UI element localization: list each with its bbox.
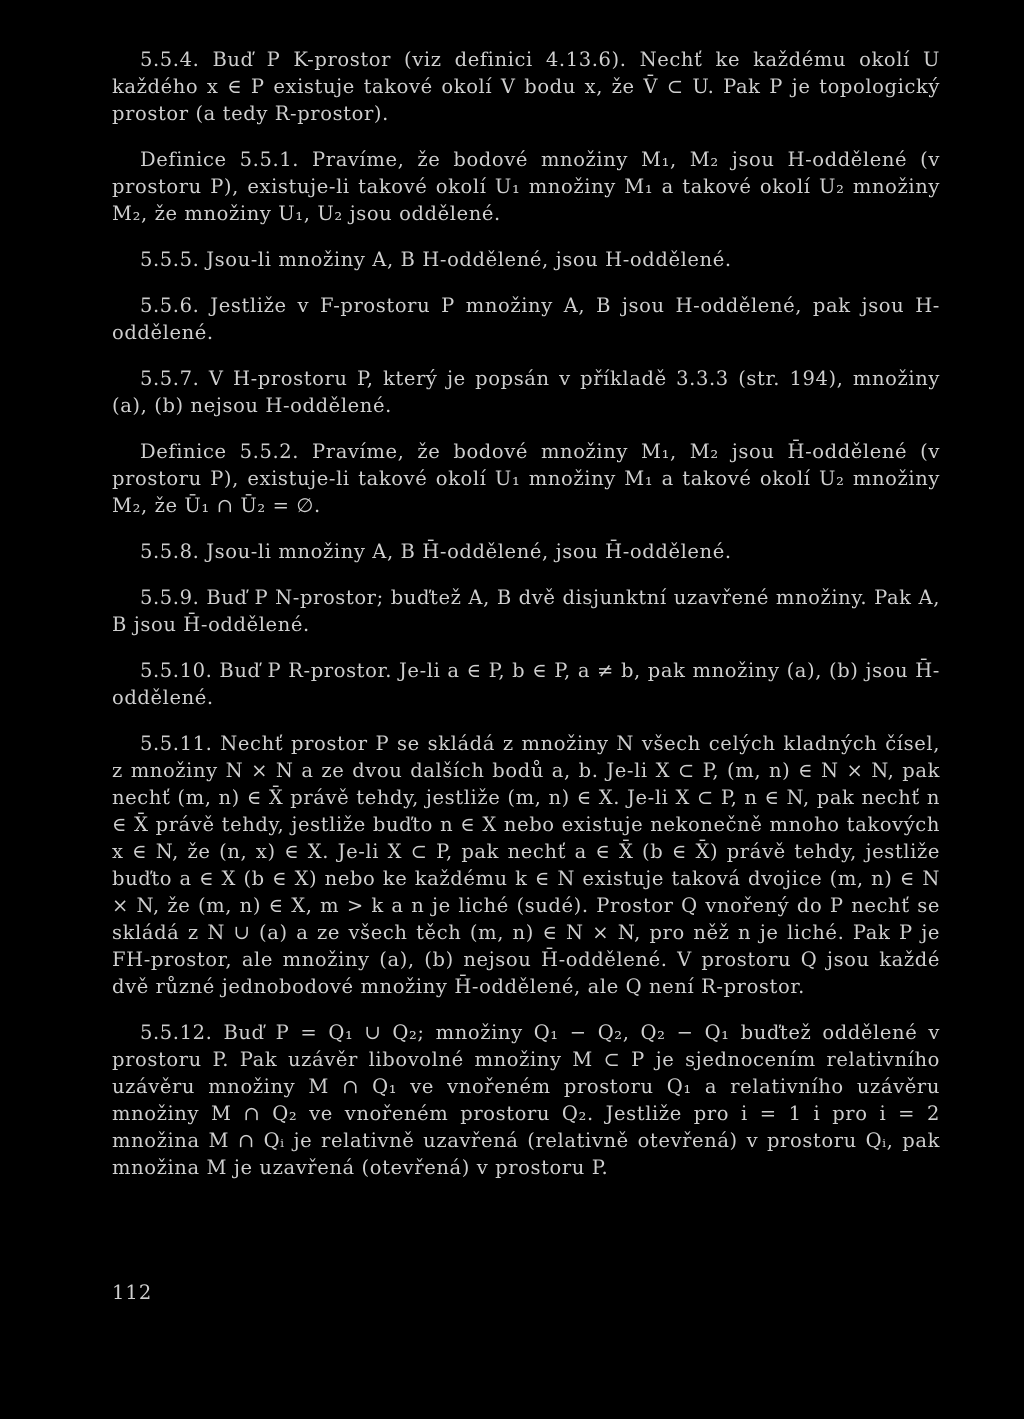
definition-5-5-2: Definice 5.5.2. Pravíme, že bodové množiny M₁, M₂ jsou H̄-oddělené (v prostoru P), existuje-li takové okolí U₁ množiny M₁ a takové okolí U₂ množiny M₂, že Ū₁ ∩ Ū₂ = ∅.	[112, 440, 940, 517]
paragraph-5-5-7: 5.5.7. V H-prostoru P, který je popsán v příkladě 3.3.3 (str. 194), množiny (a), (b) nejsou H-oddělené.	[112, 367, 940, 417]
paragraph-5-5-10: 5.5.10. Buď P R-prostor. Je-li a ∈ P, b ∈ P, a ≠ b, pak množiny (a), (b) jsou H̄-oddělené.	[112, 659, 940, 709]
paragraph-5-5-6: 5.5.6. Jestliže v F-prostoru P množiny A, B jsou H-oddělené, pak jsou H-oddělené.	[112, 294, 940, 344]
paragraph-5-5-12: 5.5.12. Buď P = Q₁ ∪ Q₂; množiny Q₁ − Q₂, Q₂ − Q₁ buďtež oddělené v prostoru P. Pak uzávěr libovolné množiny M ⊂ P je sjednocením relativního uzávěru množiny M ∩ Q₁ ve vnořeném prostoru Q₁ a relativního uzávěru množiny M ∩ Q₂ ve vnořeném prostoru Q₂. Jestliže pro i = 1 i pro i = 2 množina M ∩ Qᵢ je relativně uzavřená (relativně otevřená) v prostoru Qᵢ, pak množina M je uzavřená (otevřená) v prostoru P.	[112, 1021, 940, 1179]
page-body	[112, 46, 940, 1200]
paragraph-5-5-11: 5.5.11. Nechť prostor P se skládá z množiny N všech celých kladných čísel, z množiny N × N a ze dvou dalších bodů a, b. Je-li X ⊂ P, (m, n) ∈ N × N, pak nechť (m, n) ∈ X̄ právě tehdy, jestliže (m, n) ∈ X. Je-li X ⊂ P, n ∈ N, pak nechť n ∈ X̄ právě tehdy, jestliže buďto n ∈ X nebo existuje nekonečně mnoho takových x ∈ N, že (n, x) ∈ X. Je-li X ⊂ P, pak nechť a ∈ X̄ (b ∈ X̄) právě tehdy, jestliže buďto a ∈ X (b ∈ X) nebo ke každému k ∈ N existuje taková dvojice (m, n) ∈ N × N, že (m, n) ∈ X, m > k a n je liché (sudé). Prostor Q vnořený do P nechť se skládá z N ∪ (a) a ze všech těch (m, n) ∈ N × N, pro něž n je liché. Pak P je FH-prostor, ale množiny (a), (b) nejsou H̄-oddělené. V prostoru Q jsou každé dvě různé jednobodové množiny H̄-oddělené, ale Q není R-prostor.	[112, 732, 940, 998]
paragraph-5-5-9: 5.5.9. Buď P N-prostor; buďtež A, B dvě disjunktní uzavřené množiny. Pak A, B jsou H̄-oddělené.	[112, 586, 940, 636]
paragraph-5-5-8: 5.5.8. Jsou-li množiny A, B H̄-oddělené, jsou H̄-oddělené.	[140, 540, 732, 563]
paragraph-5-5-4: 5.5.4. Buď P K-prostor (viz definici 4.13.6). Nechť ke každému okolí U každého x ∈ P existuje takové okolí V bodu x, že V̄ ⊂ U. Pak P je topologický prostor (a tedy R-prostor).	[112, 48, 940, 125]
definition-5-5-1: Definice 5.5.1. Pravíme, že bodové množiny M₁, M₂ jsou H-oddělené (v prostoru P), existuje-li takové okolí U₁ množiny M₁ a takové okolí U₂ množiny M₂, že množiny U₁, U₂ jsou oddělené.	[112, 148, 940, 225]
paragraph-5-5-5: 5.5.5. Jsou-li množiny A, B H-oddělené, jsou H-oddělené.	[140, 248, 732, 271]
page-number: 112	[112, 1281, 153, 1304]
